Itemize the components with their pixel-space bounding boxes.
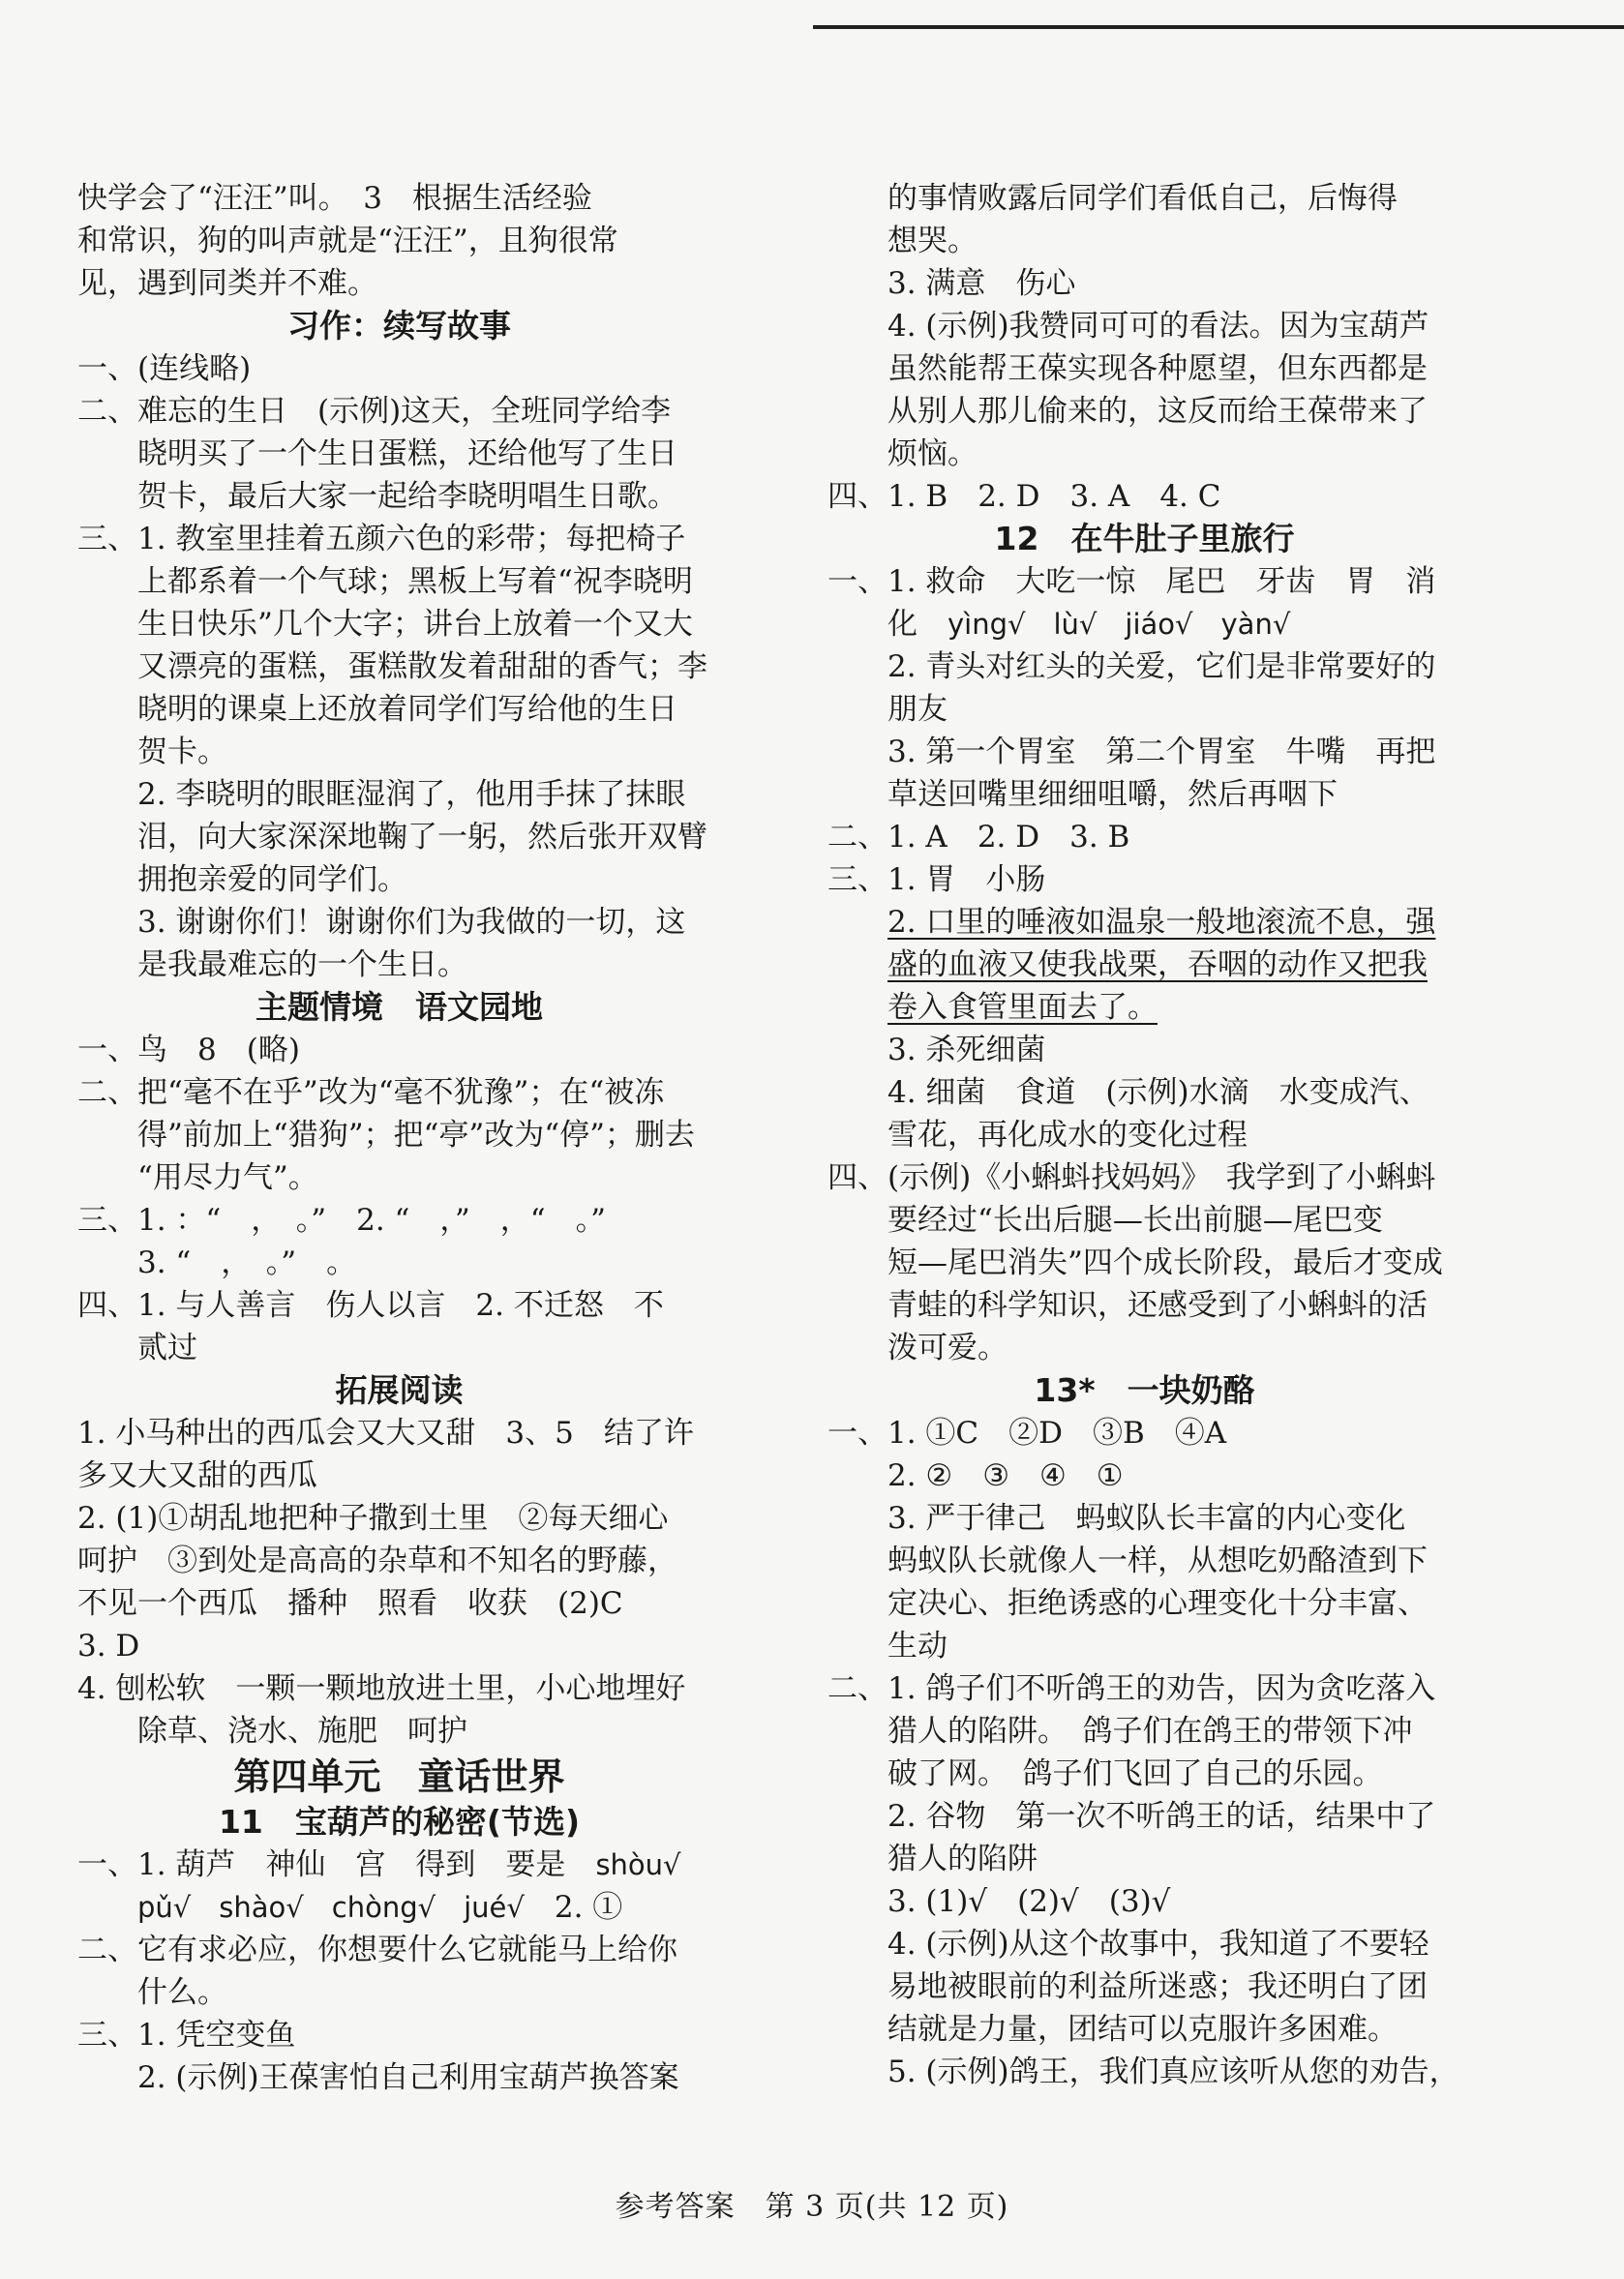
text-line: 朋友 [887,692,947,727]
text-line: 贰过 [137,1331,197,1365]
text-line: 三、1. 教室里挂着五颜六色的彩带；每把椅子 [77,522,686,556]
text-line [77,1886,721,1929]
text-line: 4. 刨松软 一颗一颗地放进土里，小心地埋好 [77,1671,686,1706]
text-line: 晓明买了一个生日蛋糕，还给他写了生日 [137,436,677,471]
lesson-heading: 13* 一块奶酪 [1034,1371,1255,1409]
text-line: 生日快乐”几个大字；讲台上放着一个又大 [137,607,693,642]
text-line: 拥抱亲爱的同学们。 [137,862,407,897]
text-line: 3. 杀死细菌 [887,1033,1046,1067]
text-line: 3. 第一个胃室 第二个胃室 牛嘴 再把 [887,735,1436,769]
section-heading: 拓展阅读 [335,1371,464,1409]
text-fragment: 化 [887,607,947,642]
text-line: 泼可爱。 [887,1331,1007,1365]
text-line: 虽然能帮王葆实现各种愿望，但东西都是 [887,351,1428,386]
text-line: 4. 细菌 食道 (示例)水滴 水变成汽、 [887,1075,1429,1110]
text-line: 又漂亮的蛋糕，蛋糕散发着甜甜的香气；李 [137,649,707,684]
text-line: 3. “ ， 。” 。 [137,1245,357,1280]
text-line: 想哭。 [887,224,977,258]
text-line: 从别人那儿偷来的，这反而给王葆带来了 [887,394,1428,429]
text-line: 三、1. 胃 小肠 [827,862,1046,897]
text-line: 上都系着一个气球；黑板上写着“祝李晓明 [137,564,693,599]
text-line: 1. 小马种出的西瓜会又大又甜 3、5 结了许 [77,1416,694,1451]
unit-heading: 第四单元 童话世界 [233,1755,565,1798]
text-line: 3. (1)√ (2)√ (3)√ [887,1884,1171,1919]
text-line: 见，遇到同类并不难。 [77,266,377,301]
text-line: 二、1. 鸽子们不听鸽王的劝告，因为贪吃落入 [827,1671,1436,1706]
page-footer: 参考答案 第 3 页(共 12 页) [615,2190,1009,2224]
text-line: 草送回嘴里细细咀嚼，然后再咽下 [887,777,1338,812]
text-line: 3. 谢谢你们！谢谢你们为我做的一切，这 [137,905,686,940]
right-column [827,177,1461,2093]
text-line: 什么。 [137,1975,227,2010]
text-line: 3. 满意 伤心 [887,266,1076,301]
text-line: 二、难忘的生日 (示例)这天，全班同学给李 [77,394,672,429]
text-line: 一、鸟 8 (略) [77,1033,300,1067]
pinyin-text: yìng√ lù√ jiáo√ yàn√ [947,608,1291,641]
top-rule [813,25,1624,29]
lesson-heading: 12 在牛肚子里旅行 [994,520,1295,557]
text-line: 三、1. 凭空变鱼 [77,2018,296,2053]
text-line: 2. (示例)王葆害怕自己利用宝葫芦换答案 [137,2060,679,2095]
text-line [827,603,1461,645]
underlined-answer: 2. 口里的唾液如温泉一般地滚流不息，强 [887,905,1436,940]
pinyin-text: pǔ√ shào√ chòng√ jué√ [137,1891,525,1924]
section-heading: 习作：续写故事 [287,307,511,345]
text-line: 贺卡。 [137,735,227,769]
text-fragment: 一、1. 葫芦 神仙 宫 得到 要是 [77,1847,596,1882]
text-fragment: 2. ① [524,1890,623,1925]
left-column [77,177,721,2099]
text-line: 2. 李晓明的眼眶湿润了，他用手抹了抹眼 [137,777,686,812]
text-line: 2. 青头对红头的关爱，它们是非常要好的 [887,649,1436,684]
text-line: 2. (1)①胡乱地把种子撒到土里 ②每天细心 [77,1501,669,1536]
text-line: 一、(连线略) [77,351,252,386]
text-line: 二、1. A 2. D 3. B [827,820,1130,855]
text-line [77,1844,721,1886]
text-line: 和常识，狗的叫声就是“汪汪”，且狗很常 [77,224,618,258]
pinyin-text: shòu√ [595,1848,681,1881]
text-line: 的事情败露后同学们看低自己，后悔得 [887,181,1398,216]
underlined-answer: 卷入食管里面去了。 [887,990,1158,1025]
section-heading: 主题情境 语文园地 [256,988,543,1026]
text-line: 4. (示例)从这个故事中，我知道了不要轻 [887,1927,1429,1962]
text-line: 一、1. ①C ②D ③B ④A [827,1416,1227,1451]
text-line: 泪，向大家深深地鞠了一躬，然后张开双臂 [137,820,707,855]
text-line: 二、它有求必应，你想要什么它就能马上给你 [77,1933,677,1967]
text-line: 猎人的陷阱。 鸽子们在鸽王的带领下冲 [887,1714,1413,1749]
text-line: 青蛙的科学知识，还感受到了小蝌蚪的活 [887,1288,1428,1323]
text-line: 猎人的陷阱 [887,1842,1038,1876]
lesson-heading: 11 宝葫芦的秘密(节选) [218,1803,581,1841]
text-line: 结就是力量，团结可以克服许多困难。 [887,2012,1398,2047]
text-line: 晓明的课桌上还放着同学们写给他的生日 [137,692,677,727]
text-line: 要经过“长出后腿—长出前腿—尾巴变 [887,1203,1383,1238]
text-line: 5. (示例)鸽王，我们真应该听从您的劝告， [887,2054,1459,2089]
text-line: 短—尾巴消失”四个成长阶段，最后才变成 [887,1245,1443,1280]
text-line: 4. (示例)我赞同可可的看法。因为宝葫芦 [887,309,1429,344]
text-line: 3. 严于律己 蚂蚁队长丰富的内心变化 [887,1501,1406,1536]
text-line: 2. ② ③ ④ ① [887,1458,1124,1493]
text-line: 破了网。 鸽子们飞回了自己的乐园。 [887,1756,1383,1791]
text-line: 呵护 ③到处是高高的杂草和不知名的野藤， [77,1544,677,1578]
text-line: 四、1. B 2. D 3. A 4. C [827,479,1221,514]
text-line: 定决心、拒绝诱惑的心理变化十分丰富、 [887,1586,1428,1621]
text-line: 二、把“毫不在乎”改为“毫不犹豫”；在“被冻 [77,1075,665,1110]
text-line: “用尽力气”。 [137,1160,318,1195]
text-line: 得”前加上“猎狗”；把“亭”改为“停”；删去 [137,1118,695,1153]
text-line: 生动 [887,1629,947,1664]
text-line: 雪花，再化成水的变化过程 [887,1118,1248,1153]
text-line: 是我最难忘的一个生日。 [137,947,467,982]
text-line: 易地被眼前的利益所迷惑；我还明白了团 [887,1969,1428,2004]
text-line: 3. D [77,1629,140,1664]
text-line: 2. 谷物 第一次不听鸽王的话，结果中了 [887,1799,1436,1834]
text-line: 四、(示例)《小蝌蚪找妈妈》 我学到了小蝌蚪 [827,1160,1436,1195]
text-line: 快学会了“汪汪”叫。 3 根据生活经验 [77,181,592,216]
text-line: 三、1. ：“ ， 。” 2. “ ，” ，“ 。” [77,1203,606,1238]
text-line: 烦恼。 [887,436,977,471]
text-line: 除草、浇水、施肥 呵护 [137,1714,467,1749]
text-line: 蚂蚁队长就像人一样，从想吃奶酪渣到下 [887,1544,1428,1578]
text-line: 不见一个西瓜 播种 照看 收获 (2)C [77,1586,623,1621]
text-line: 贺卡，最后大家一起给李晓明唱生日歌。 [137,479,677,514]
text-line: 多又大又甜的西瓜 [77,1458,317,1493]
text-line: 一、1. 救命 大吃一惊 尾巴 牙齿 胃 消 [827,564,1436,599]
text-line: 四、1. 与人善言 伤人以言 2. 不迁怒 不 [77,1288,664,1323]
underlined-answer: 盛的血液又使我战栗，吞咽的动作又把我 [887,947,1428,982]
